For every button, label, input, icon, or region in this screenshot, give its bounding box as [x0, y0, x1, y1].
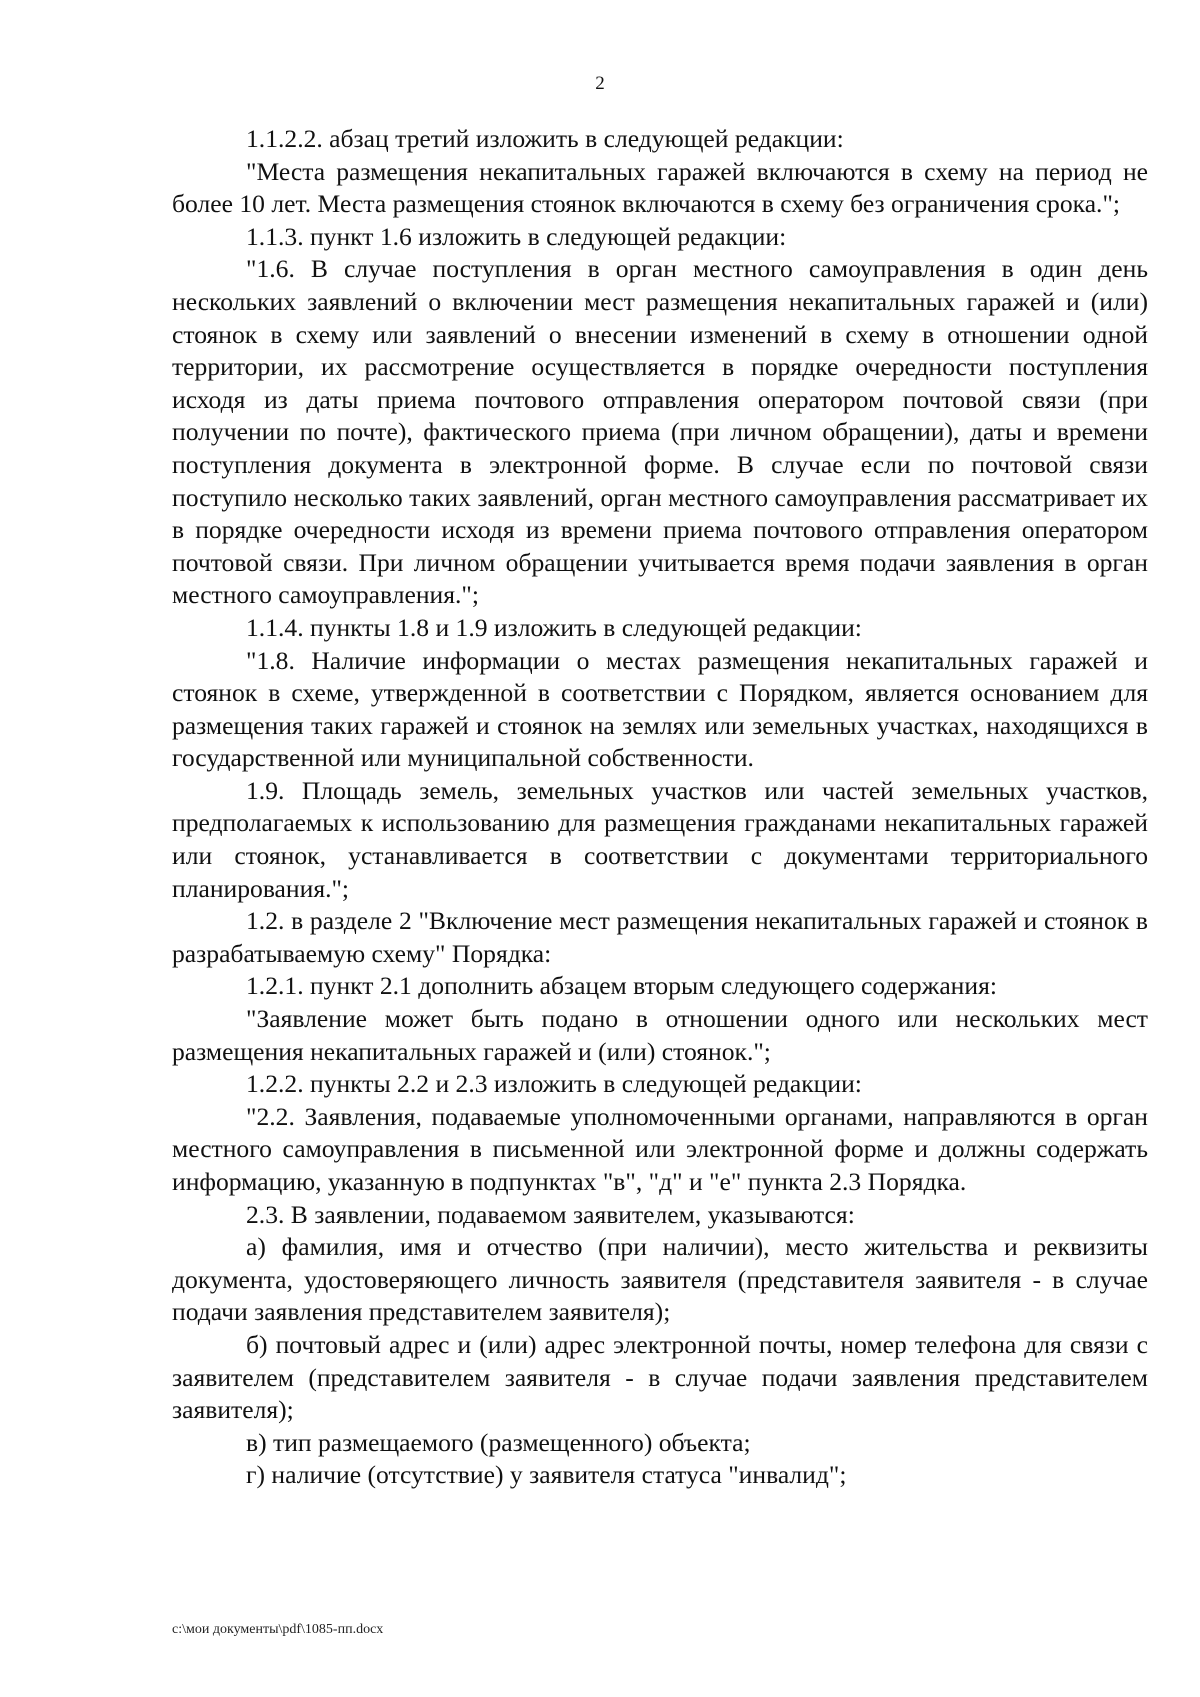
paragraph: в) тип размещаемого (размещенного) объекта;	[246, 1427, 751, 1457]
paragraph: 1.1.4. пункты 1.8 и 1.9 изложить в следующей редакции:	[246, 612, 862, 642]
document-body	[172, 123, 1148, 1492]
paragraph: 1.9. Площадь земель, земельных участков или частей земельных участков, предполагаемых к использованию для размещения гражданами некапитальных гаражей или стоянок, устанавливается в соответствии с документами территориального планирования.";	[172, 775, 1148, 903]
paragraph: 1.1.3. пункт 1.6 изложить в следующей редакции:	[246, 221, 787, 251]
paragraph: б) почтовый адрес и (или) адрес электронной почты, номер телефона для связи с заявителем (представителем заявителя - в случае подачи заявления представителем заявителя);	[172, 1329, 1148, 1425]
footer-file-path: c:\мои документы\pdf\1085-пп.docx	[172, 1622, 384, 1637]
paragraph: 1.2.1. пункт 2.1 дополнить абзацем вторым следующего содержания:	[246, 971, 997, 1001]
paragraph: "1.8. Наличие информации о местах размещения некапитальных гаражей и стоянок в схеме, утвержденной в соответствии с Порядком, является основанием для размещения таких гаражей и стоянок на землях или земельных участках, находящихся в государственной или муниципальной собственности.	[172, 645, 1148, 773]
paragraph: "Места размещения некапитальных гаражей включаются в схему на период не более 10 лет. Места размещения стоянок включаются в схему без ограничения срока.";	[172, 156, 1148, 219]
paragraph: 1.2.2. пункты 2.2 и 2.3 изложить в следующей редакции:	[246, 1069, 862, 1099]
paragraph: а) фамилия, имя и отчество (при наличии), место жительства и реквизиты документа, удостоверяющего личность заявителя (представителя заявителя - в случае подачи заявления представителем заявителя);	[172, 1232, 1148, 1327]
paragraph: "Заявление может быть подано в отношении одного или нескольких мест размещения некапитальных гаражей и (или) стоянок.";	[172, 1004, 1148, 1066]
paragraph: "1.6. В случае поступления в орган местного самоуправления в один день нескольких заявлений о включении мест размещения некапитальных гаражей и (или) стоянок в схему или заявлений о внесении изменений в схему в отношении одной территории, их рассмотрение осуществляется в порядке очередности поступления исходя из даты приема почтового отправления оператором почтовой связи (при получении по почте), фактического приема (при личном обращении), даты и времени поступления документа в электронной форме. В случае если по почтовой связи поступило несколько таких заявлений, орган местного самоуправления рассматривает их в порядке очередности исходя из времени приема почтового отправления оператором почтовой связи. При личном обращении учитывается время подачи заявления в орган местного самоуправления.";	[172, 254, 1148, 610]
page-number: 2	[595, 73, 605, 94]
paragraph: 2.3. В заявлении, подаваемом заявителем, указываются:	[246, 1199, 855, 1229]
paragraph: 1.2. в разделе 2 "Включение мест размещения некапитальных гаражей и стоянок в разрабатываемую схему" Порядка:	[172, 906, 1148, 968]
paragraph: "2.2. Заявления, подаваемые уполномоченными органами, направляются в орган местного самоуправления в письменной или электронной форме и должны содержать информацию, указанную в подпунктах "в", "д" и "е" пункта 2.3 Порядка.	[172, 1101, 1148, 1196]
paragraph: г) наличие (отсутствие) у заявителя статуса "инвалид";	[246, 1460, 847, 1490]
paragraph: 1.1.2.2. абзац третий изложить в следующей редакции:	[246, 124, 844, 153]
